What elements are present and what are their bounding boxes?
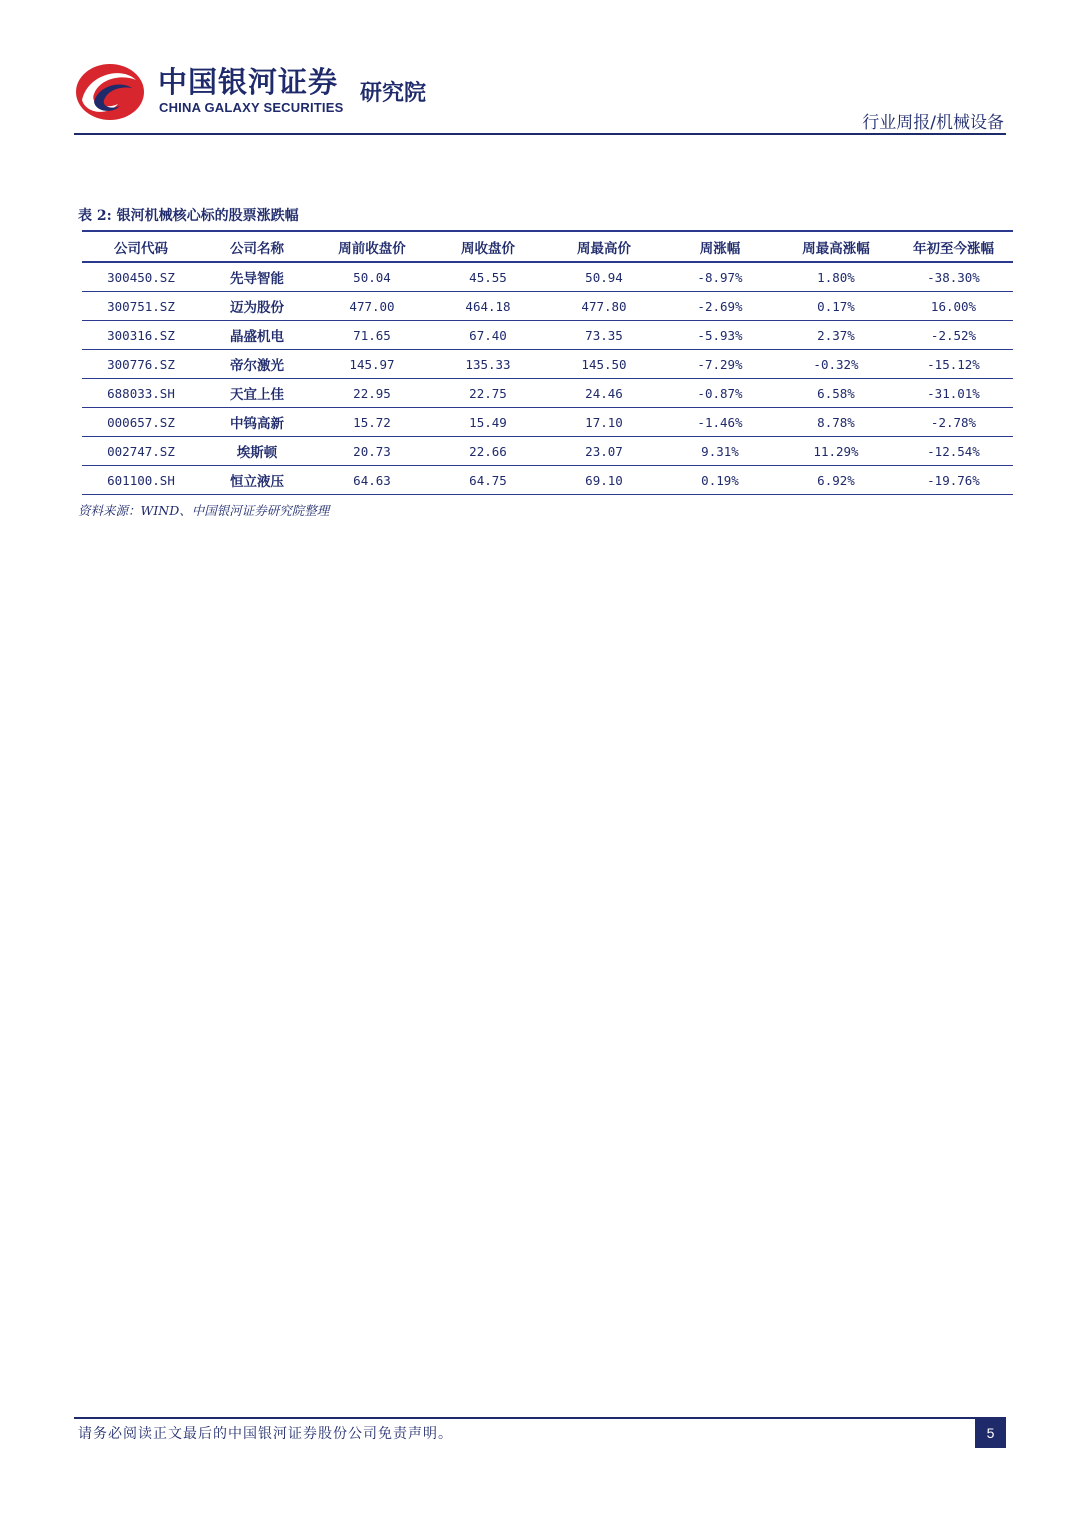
week-high: 145.50 xyxy=(546,350,662,379)
week-close: 64.75 xyxy=(430,466,546,495)
page-number: 5 xyxy=(975,1418,1006,1448)
column-header: 年初至今涨幅 xyxy=(894,231,1013,262)
week-high: 17.10 xyxy=(546,408,662,437)
prev-close: 64.63 xyxy=(314,466,430,495)
column-header: 公司代码 xyxy=(82,231,200,262)
report-type: 行业周报/机械设备 xyxy=(862,113,1004,133)
week-change: -2.69% xyxy=(662,292,778,321)
company-name: 中钨高新 xyxy=(200,408,314,437)
week-close: 22.75 xyxy=(430,379,546,408)
stock-code: 000657.SZ xyxy=(82,408,200,437)
company-name: 天宜上佳 xyxy=(200,379,314,408)
week-close: 45.55 xyxy=(430,262,546,292)
column-header: 周涨幅 xyxy=(662,231,778,262)
week-high: 69.10 xyxy=(546,466,662,495)
week-high: 73.35 xyxy=(546,321,662,350)
column-header: 周最高价 xyxy=(546,231,662,262)
week-high-change: 8.78% xyxy=(778,408,894,437)
stock-code: 601100.SH xyxy=(82,466,200,495)
week-high-change: 11.29% xyxy=(778,437,894,466)
week-change: -7.29% xyxy=(662,350,778,379)
column-header: 周前收盘价 xyxy=(314,231,430,262)
table-row xyxy=(82,321,1013,350)
week-high: 477.80 xyxy=(546,292,662,321)
table-row xyxy=(82,379,1013,408)
week-high-change: -0.32% xyxy=(778,350,894,379)
footer-divider xyxy=(74,1417,1006,1419)
week-change: -1.46% xyxy=(662,408,778,437)
prev-close: 22.95 xyxy=(314,379,430,408)
week-close: 15.49 xyxy=(430,408,546,437)
stock-code: 002747.SZ xyxy=(82,437,200,466)
stock-code: 300751.SZ xyxy=(82,292,200,321)
week-high-change: 1.80% xyxy=(778,262,894,292)
column-header: 公司名称 xyxy=(200,231,314,262)
galaxy-logo-icon xyxy=(74,60,146,124)
ytd-change: -19.76% xyxy=(894,466,1013,495)
ytd-change: -2.78% xyxy=(894,408,1013,437)
week-close: 22.66 xyxy=(430,437,546,466)
prev-close: 50.04 xyxy=(314,262,430,292)
prev-close: 145.97 xyxy=(314,350,430,379)
table-row xyxy=(82,292,1013,321)
week-high-change: 6.58% xyxy=(778,379,894,408)
week-high-change: 0.17% xyxy=(778,292,894,321)
week-change: 0.19% xyxy=(662,466,778,495)
institute-label: 研究院 xyxy=(360,81,427,106)
table-header-row xyxy=(82,231,1013,262)
ytd-change: -15.12% xyxy=(894,350,1013,379)
prev-close: 71.65 xyxy=(314,321,430,350)
company-name: 先导智能 xyxy=(200,262,314,292)
week-high-change: 2.37% xyxy=(778,321,894,350)
disclaimer-text: 请务必阅读正文最后的中国银河证券股份公司免责声明。 xyxy=(78,1426,453,1442)
ytd-change: 16.00% xyxy=(894,292,1013,321)
week-close: 135.33 xyxy=(430,350,546,379)
page-header xyxy=(74,56,1006,136)
brand-name-en: CHINA GALAXY SECURITIES xyxy=(159,100,344,115)
company-name: 帝尔激光 xyxy=(200,350,314,379)
table-row xyxy=(82,437,1013,466)
table-row xyxy=(82,466,1013,495)
prev-close: 20.73 xyxy=(314,437,430,466)
week-change: -5.93% xyxy=(662,321,778,350)
week-change: -0.87% xyxy=(662,379,778,408)
brand-name-cn: 中国银河证券 xyxy=(158,65,339,99)
ytd-change: -38.30% xyxy=(894,262,1013,292)
company-name: 埃斯顿 xyxy=(200,437,314,466)
column-header: 周收盘价 xyxy=(430,231,546,262)
week-close: 67.40 xyxy=(430,321,546,350)
stock-code: 300776.SZ xyxy=(82,350,200,379)
company-name: 恒立液压 xyxy=(200,466,314,495)
week-high: 50.94 xyxy=(546,262,662,292)
stock-code: 688033.SH xyxy=(82,379,200,408)
week-high-change: 6.92% xyxy=(778,466,894,495)
week-high: 23.07 xyxy=(546,437,662,466)
table-title: 表 2: 银河机械核心标的股票涨跌幅 xyxy=(78,208,299,224)
ytd-change: -12.54% xyxy=(894,437,1013,466)
ytd-change: -2.52% xyxy=(894,321,1013,350)
table-row xyxy=(82,350,1013,379)
company-name: 迈为股份 xyxy=(200,292,314,321)
week-close: 464.18 xyxy=(430,292,546,321)
ytd-change: -31.01% xyxy=(894,379,1013,408)
table-row xyxy=(82,262,1013,292)
week-change: 9.31% xyxy=(662,437,778,466)
prev-close: 477.00 xyxy=(314,292,430,321)
stock-performance-table xyxy=(82,230,1013,495)
header-divider xyxy=(74,133,1006,135)
data-source-note: 资料来源：WIND、中国银河证券研究院整理 xyxy=(78,503,330,518)
prev-close: 15.72 xyxy=(314,408,430,437)
week-change: -8.97% xyxy=(662,262,778,292)
week-high: 24.46 xyxy=(546,379,662,408)
table-row xyxy=(82,408,1013,437)
stock-code: 300316.SZ xyxy=(82,321,200,350)
stock-code: 300450.SZ xyxy=(82,262,200,292)
column-header: 周最高涨幅 xyxy=(778,231,894,262)
company-name: 晶盛机电 xyxy=(200,321,314,350)
